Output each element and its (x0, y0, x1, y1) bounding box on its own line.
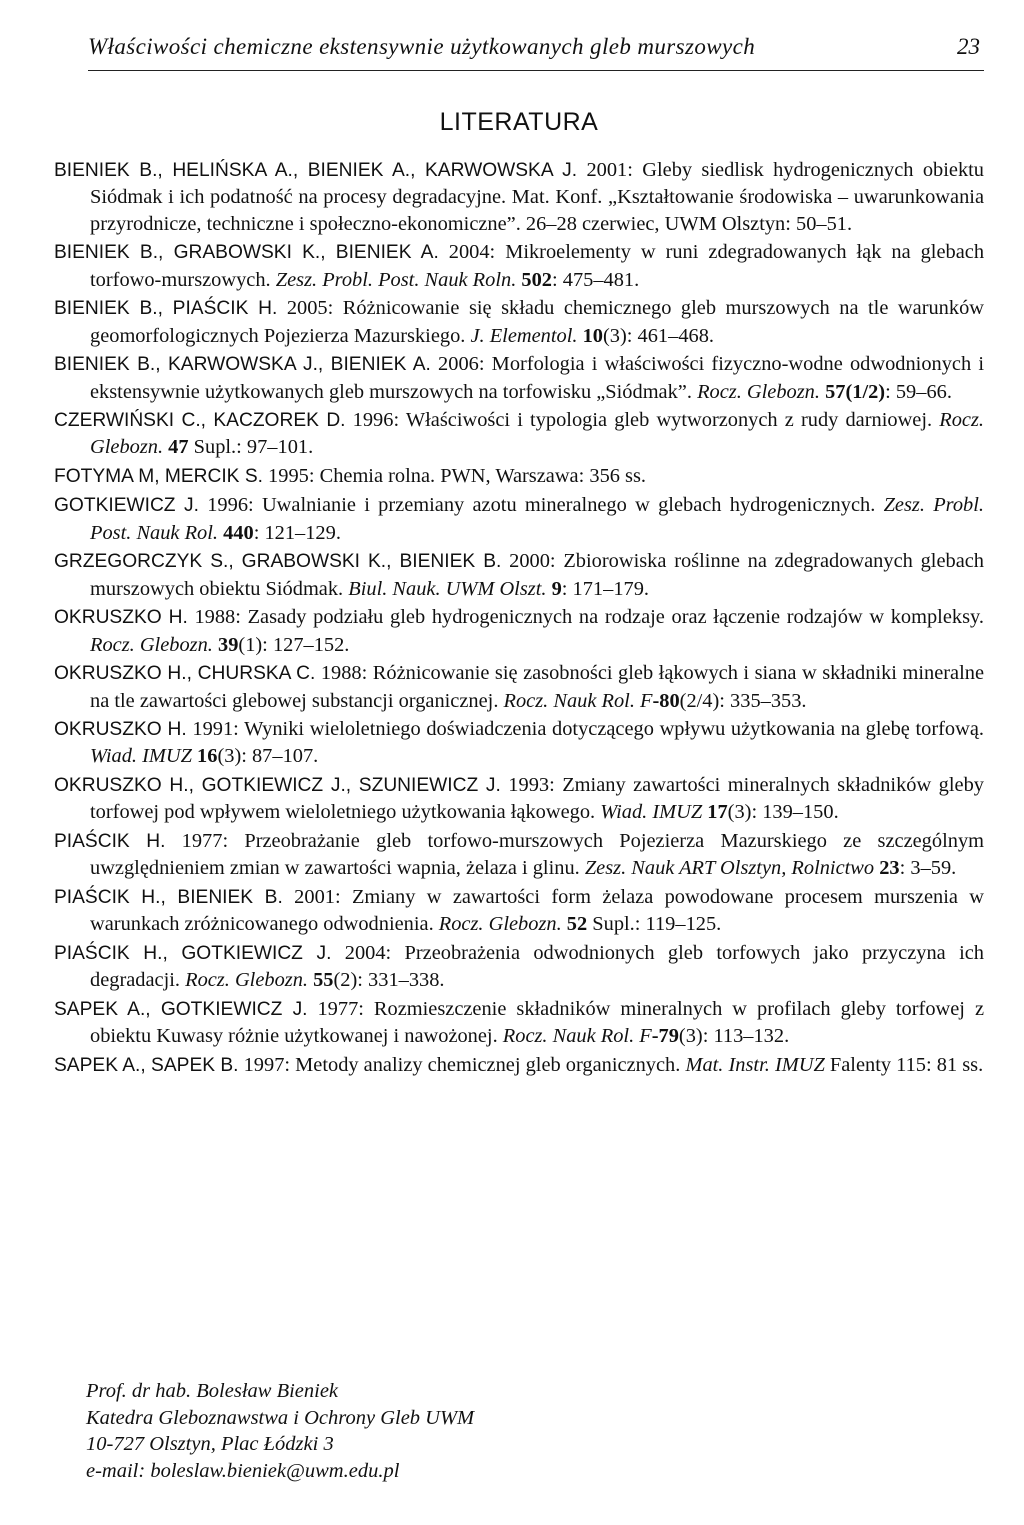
reference-journal: Rocz. Nauk Rol. F (502, 1025, 652, 1047)
reference-authors: CZERWIŃSKI C., KACZOREK D. (54, 410, 346, 432)
reference-pages: (3): 113–132. (678, 1025, 790, 1047)
reference-journal: Zesz. Probl. Post. Nauk Roln. (275, 268, 517, 291)
reference-entry (54, 407, 984, 461)
reference-entry (54, 996, 984, 1050)
reference-journal: Rocz. Glebozn. (90, 409, 984, 459)
reference-volume: 16 (191, 745, 218, 768)
reference-text: 1988: Różnicowanie się zasobności gleb łąkowych i siana w składniki mineralne na tle zawartości glebowej substancji organicznej. (90, 662, 984, 712)
reference-entry (54, 716, 984, 770)
running-title: Właściwości chemiczne ekstensywnie użytkowanych gleb murszowych (88, 34, 756, 59)
reference-authors: PIAŚCIK H. (54, 830, 166, 852)
reference-volume: -79 (651, 1025, 679, 1047)
reference-volume: 39 (212, 633, 239, 656)
reference-journal: Wiad. IMUZ (90, 745, 192, 768)
reference-entry (54, 548, 984, 602)
reference-volume: 502 (516, 268, 552, 291)
reference-entry (54, 660, 984, 714)
author-address: 10-727 Olsztyn, Plac Łódzki 3 (86, 1433, 334, 1455)
reference-journal: Zesz. Probl. Post. Nauk Rol. (90, 494, 984, 544)
reference-pages: Supl.: 97–101. (188, 436, 314, 459)
reference-pages: : 121–129. (253, 521, 341, 544)
reference-authors: OKRUSZKO H., CHURSKA C. (54, 663, 316, 685)
reference-volume: 52 (561, 913, 588, 936)
reference-entry (54, 492, 984, 546)
reference-text: 1993: Zmiany zawartości mineralnych składników gleby torfowej pod wpływem wieloletniego użytkowania łąkowego. (90, 773, 984, 824)
reference-text: 2000: Zbiorowiska roślinne na zdegradowanych glebach murszowych obiektu Siódmak. (90, 550, 985, 600)
reference-entry (54, 295, 984, 349)
reference-journal: Rocz. Glebozn. (438, 913, 562, 936)
reference-volume: 440 (218, 521, 254, 544)
reference-text: 1996: Właściwości i typologia gleb wytworzonych z rudy darniowej. (345, 409, 940, 432)
running-header (88, 30, 984, 71)
reference-authors: PIAŚCIK H., BIENIEK B. (54, 886, 283, 908)
reference-text: 1977: Rozmieszczenie składników mineralnych w profilach gleby torfowej z obiektu Kuwasy różnie użytkowanej i nawożonej. (90, 997, 984, 1047)
reference-pages: Supl.: 119–125. (587, 913, 722, 936)
reference-volume: 47 (163, 436, 189, 459)
reference-entry (54, 940, 984, 994)
reference-pages: (3): 461–468. (603, 324, 715, 347)
reference-text: 2001: Zmiany w zawartości form żelaza powodowane procesem murszenia w warunkach zróżnicowanego odwodnienia. (90, 885, 985, 936)
reference-pages: (3): 139–150. (727, 801, 839, 824)
reference-pages: : 171–179. (561, 577, 650, 600)
reference-journal: Wiad. IMUZ (600, 801, 703, 824)
reference-text: 1996: Uwalnianie i przemiany azotu mineralnego w glebach hydrogenicznych. (198, 494, 884, 517)
reference-authors: BIENIEK B., HELIŃSKA A., BIENIEK A., KARWOWSKA J. (54, 160, 578, 181)
reference-entry (54, 157, 984, 237)
reference-authors: BIENIEK B., GRABOWSKI K., BIENIEK A. (54, 242, 439, 264)
reference-entry (54, 604, 984, 658)
reference-journal: J. Elementol. (470, 324, 578, 347)
reference-text: 2006: Morfologia i właściwości fizyczno-wodne odwodnionych i ekstensywnie użytkowanych gleb murszowych na torfowisku „Siódmak”. (90, 353, 984, 403)
reference-entry (54, 884, 984, 938)
page-number: 23 (957, 34, 980, 59)
reference-pages: Falenty 115: 81 ss. (824, 1053, 984, 1076)
reference-pages: : 59–66. (885, 380, 952, 403)
reference-pages: : 475–481. (551, 268, 640, 291)
reference-entry (54, 828, 984, 882)
reference-authors: OKRUSZKO H., GOTKIEWICZ J., SZUNIEWICZ J. (54, 774, 501, 796)
author-department: Katedra Gleboznawstwa i Ochrony Gleb UWM (86, 1406, 475, 1429)
reference-volume: 10 (577, 324, 603, 347)
reference-entry (54, 351, 984, 405)
reference-authors: GRZEGORCZYK S., GRABOWSKI K., BIENIEK B. (54, 551, 502, 573)
reference-journal: Zesz. Nauk ART Olsztyn, Rolnictwo (584, 857, 875, 880)
reference-volume: 9 (546, 577, 562, 600)
reference-text: 2001: Gleby siedlisk hydrogenicznych obiektu Siódmak i ich podatność na procesy degradacyjne. Mat. Konf. „Kształtowanie środowiska – uwarunkowania przyrodnicze, techniczne i społeczno-ekonomiczne”. 26–28 czerwiec, UWM Olsztyn: 50–51. (90, 159, 985, 235)
reference-authors: SAPEK A., SAPEK B. (54, 1054, 239, 1076)
reference-authors: OKRUSZKO H. (54, 607, 188, 629)
reference-text: 1995: Chemia rolna. PWN, Warszawa: 356 ss. (262, 464, 647, 487)
reference-text: 1988: Zasady podziału gleb hydrogenicznych na rodzaje oraz łączenie rodzajów w kompleksy. (187, 606, 984, 629)
reference-journal: Rocz. Glebozn. (90, 633, 213, 656)
reference-journal: Biul. Nauk. UWM Olszt. (348, 577, 547, 600)
reference-volume: -80 (652, 689, 680, 712)
reference-pages: (1): 127–152. (238, 633, 350, 656)
reference-journal: Mat. Instr. IMUZ (685, 1053, 825, 1076)
reference-journal: Rocz. Nauk Rol. F (503, 689, 653, 712)
reference-text: 1977: Przeobrażanie gleb torfowo-murszowych Pojezierza Mazurskiego ze szczególnym uwzględnieniem zmian w zawartości wapnia, żelaza i glinu. (90, 829, 984, 880)
author-name: Prof. dr hab. Bolesław Bieniek (86, 1380, 339, 1402)
section-title: LITERATURA (439, 108, 599, 136)
reference-journal: Rocz. Glebozn. (697, 380, 820, 403)
reference-text: 2005: Różnicowanie się składu chemicznego gleb murszowych na tle warunków geomorfologicznych Pojezierza Mazurskiego. (90, 297, 984, 347)
reference-volume: 55 (308, 969, 334, 992)
reference-entry (54, 1052, 984, 1079)
reference-authors: FOTYMA M, MERCIK S. (54, 465, 263, 487)
reference-text: 1997: Metody analizy chemicznej gleb organicznych. (238, 1053, 686, 1076)
reference-authors: OKRUSZKO H. (54, 719, 187, 741)
reference-authors: BIENIEK B., KARWOWSKA J., BIENIEK A. (54, 354, 431, 376)
reference-authors: PIAŚCIK H., GOTKIEWICZ J. (54, 942, 332, 964)
reference-entry (54, 463, 984, 490)
reference-authors: GOTKIEWICZ J. (54, 495, 199, 517)
reference-entry (54, 239, 984, 293)
reference-journal: Rocz. Glebozn. (185, 969, 309, 992)
reference-volume: 17 (702, 801, 728, 824)
reference-volume: 23 (874, 857, 900, 880)
reference-pages: (2): 331–338. (333, 969, 445, 992)
reference-authors: BIENIEK B., PIAŚCIK H. (54, 298, 278, 320)
reference-text: 2004: Mikroelementy w runi zdegradowanych łąk na glebach torfowo-murszowych. (90, 241, 985, 291)
author-email: e-mail: boleslaw.bieniek@uwm.edu.pl (86, 1459, 400, 1482)
reference-volume: 57(1/2) (819, 380, 886, 403)
reference-list (54, 157, 984, 1081)
reference-pages: : 3–59. (899, 857, 957, 880)
reference-pages: (2/4): 335–353. (679, 689, 807, 712)
reference-authors: SAPEK A., GOTKIEWICZ J. (54, 998, 308, 1020)
reference-text: 1991: Wyniki wieloletniego doświadczenia dotyczącego wpływu użytkowania na glebę torfową. (186, 718, 984, 741)
reference-entry (54, 772, 984, 826)
author-signature (86, 1378, 474, 1484)
reference-text: 2004: Przeobrażenia odwodnionych gleb torfowych jako przyczyna ich degradacji. (90, 941, 984, 992)
reference-pages: (3): 87–107. (217, 745, 319, 768)
